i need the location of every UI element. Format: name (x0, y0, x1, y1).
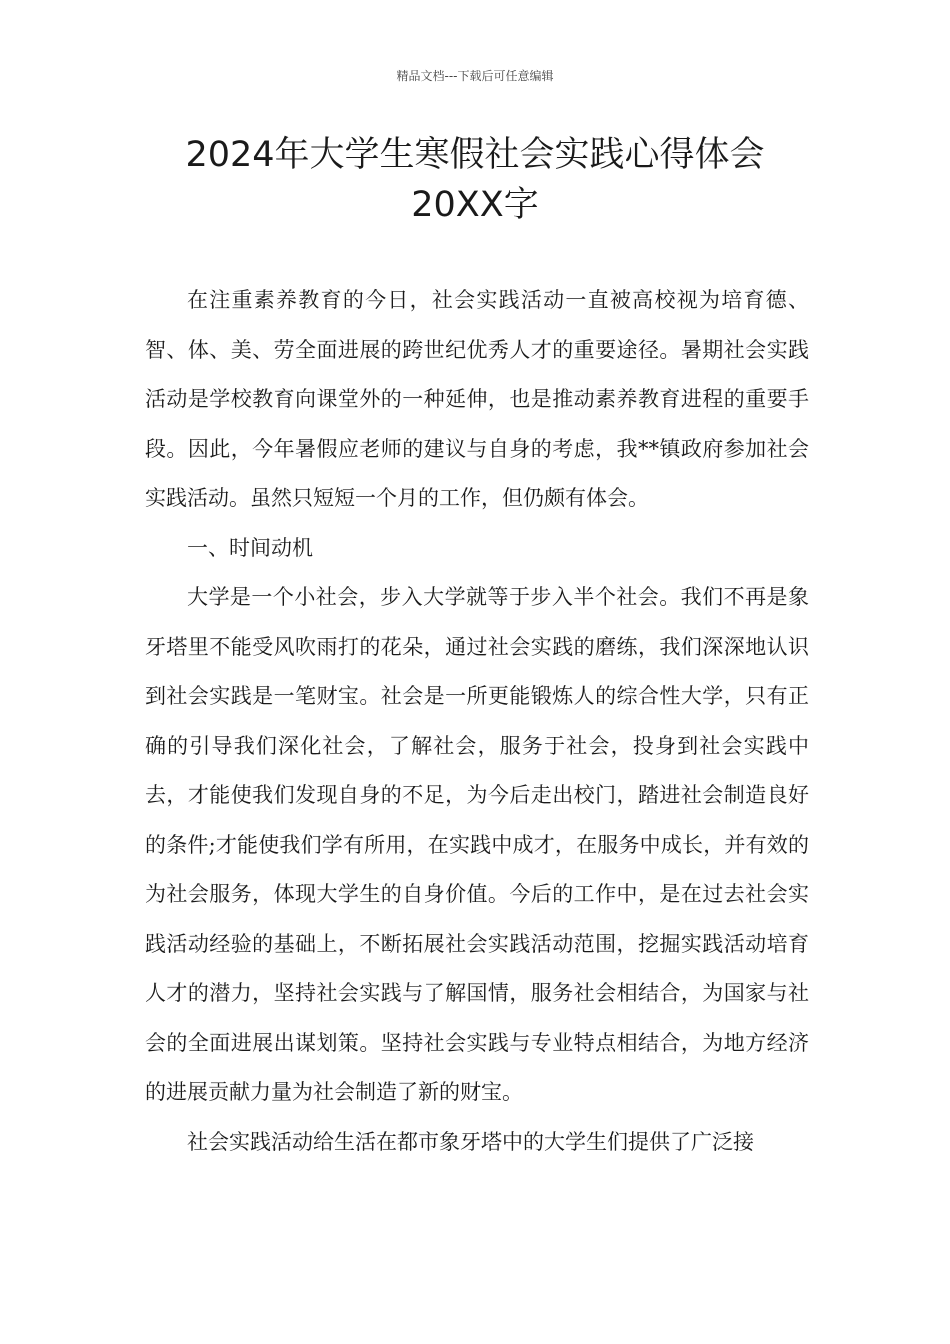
page-header: 精品文档---下载后可任意编辑 (396, 69, 554, 83)
paragraph-continued: 社会实践活动给生活在都市象牙塔中的大学生们提供了广泛接 (187, 1129, 754, 1154)
document-title (100, 130, 850, 230)
section-heading: 一、时间动机 (187, 535, 313, 560)
paragraph-motivation: 大学是一个小社会，步入大学就等于步入半个社会。我们不再是象牙塔里不能受风吹雨打的花朵，通过社会实践的磨练，我们深深地认识到社会实践是一笔财宝。社会是一所更能锻炼人的综合性大学，只有正确的引导我们深化社会，了解社会，服务于社会，投身到社会实践中去，才能使我们发现自身的不足，为今后走出校门，踏进社会制造良好的条件;才能使我们学有所用，在实践中成才，在服务中成长，并有效的为社会服务，体现大学生的自身价值。今后的工作中，是在过去社会实践活动经验的基础上，不断拓展社会实践活动范围，挖掘实践活动培育人才的潜力，坚持社会实践与了解国情，服务社会相结合，为国家与社会的全面进展出谋划策。坚持社会实践与专业特点相结合，为地方经济的进展贡献力量为社会制造了新的财宝。 (145, 585, 809, 1104)
paragraph-intro: 在注重素养教育的今日，社会实践活动一直被高校视为培育德、智、体、美、劳全面进展的跨世纪优秀人才的重要途径。暑期社会实践活动是学校教育向课堂外的一种延伸，也是推动素养教育进程的重要手段。因此，今年暑假应老师的建议与自身的考虑，我**镇政府参加社会实践活动。虽然只短短一个月的工作，但仍颇有体会。 (145, 288, 809, 510)
title-line-1: 2024年大学生寒假社会实践心得体会 (185, 135, 765, 175)
title-line-2: 20XX字 (411, 185, 539, 225)
document-body (145, 276, 809, 1167)
